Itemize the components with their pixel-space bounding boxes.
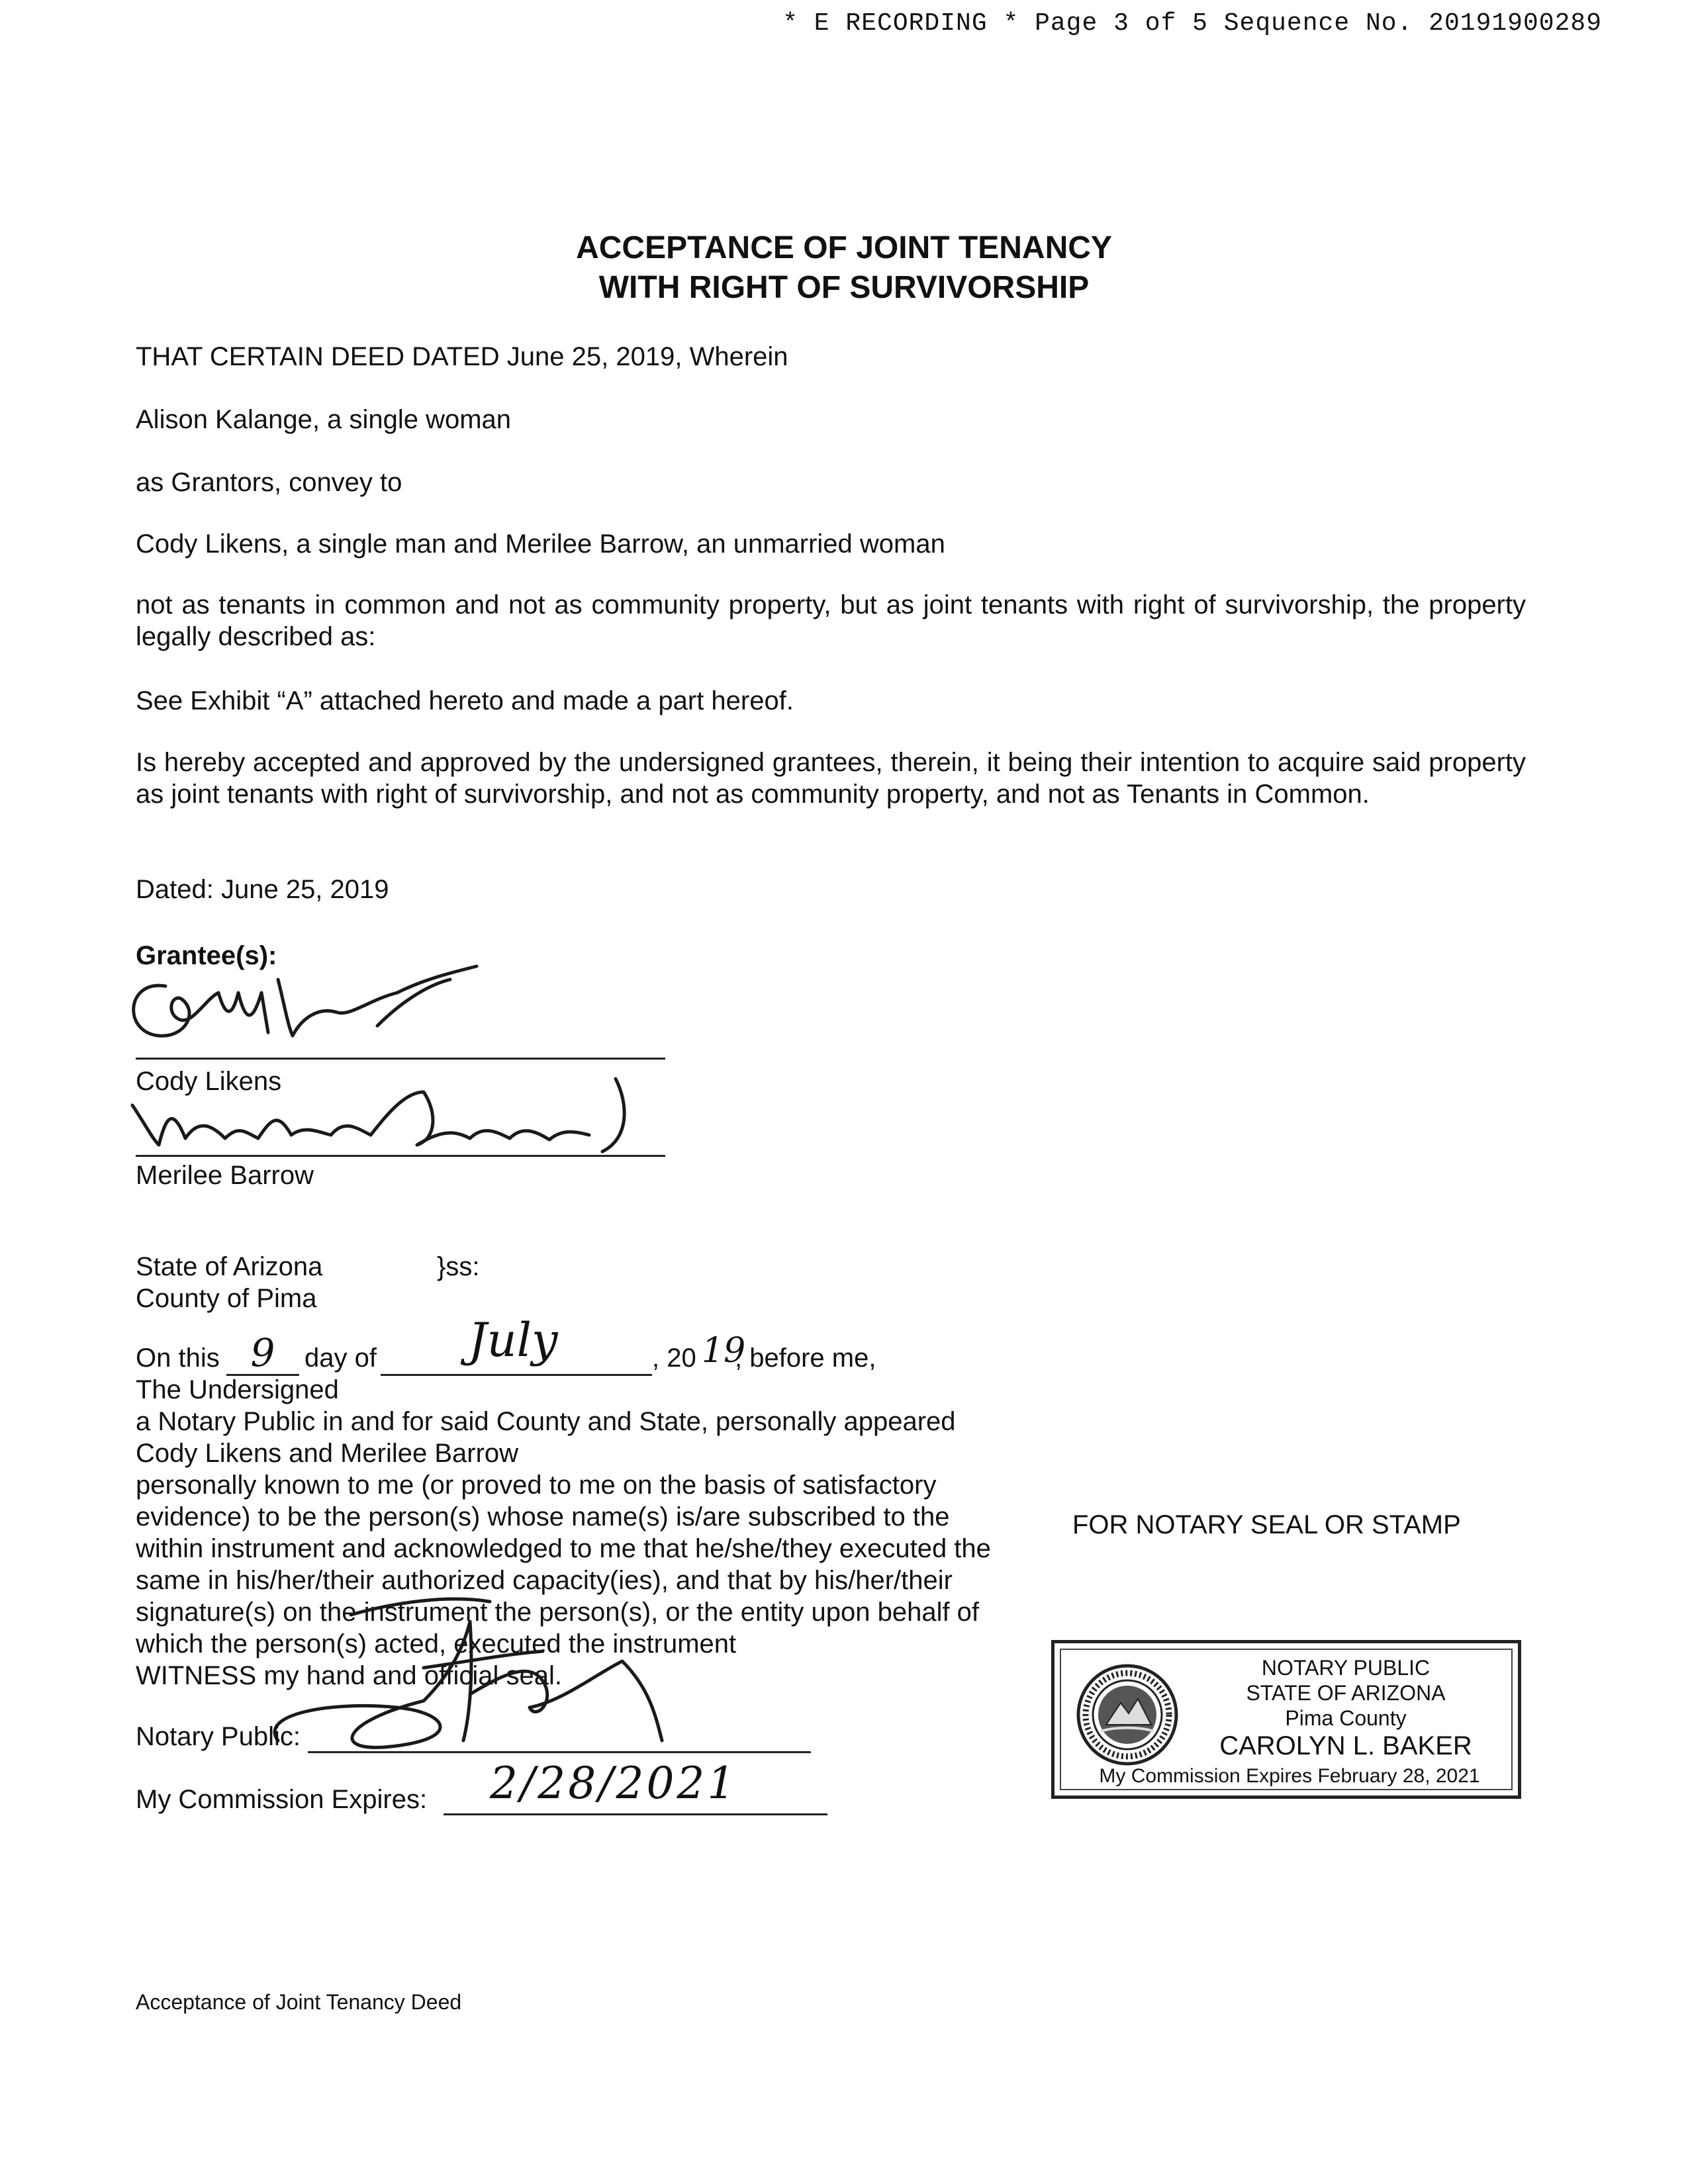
acknowledgment-line: evidence) to be the person(s) whose name(s) is/are subscribed to the bbox=[136, 1502, 950, 1531]
stamp-state: STATE OF ARIZONA bbox=[1246, 1681, 1446, 1705]
recording-header: * E RECORDING * Page 3 of 5 Sequence No. 20191900289 bbox=[782, 9, 1602, 38]
year-value: 19 bbox=[702, 1331, 746, 1371]
acknowledgment-line: same in his/her/their authorized capacity(ies), and that by his/her/their bbox=[136, 1566, 953, 1595]
arizona-state-seal-icon bbox=[1074, 1662, 1180, 1768]
before-me-label: , before me, bbox=[735, 1343, 876, 1373]
merilee-barrow-signature bbox=[126, 1066, 655, 1165]
year-prefix: , 20 bbox=[652, 1343, 696, 1373]
notary-stamp bbox=[1051, 1640, 1521, 1799]
commission-expires-line bbox=[444, 1813, 827, 1815]
exhibit-line: See Exhibit “A” attached hereto and made a part hereof. bbox=[136, 686, 794, 715]
grantees-line: Cody Likens, a single man and Merilee Barrow, an unmarried woman bbox=[136, 529, 945, 559]
cody-likens-signature bbox=[119, 953, 516, 1046]
commission-label: My Commission Expires: bbox=[136, 1785, 428, 1814]
notary-signature-line bbox=[308, 1751, 811, 1753]
acknowledgment-line: Cody Likens and Merilee Barrow bbox=[136, 1439, 519, 1468]
acceptance-paragraph: Is hereby accepted and approved by the undersigned grantees, therein, it being their intention to acquire said property as joint tenants with right of survivorship, and not as community property, and not as Tenants in Common. bbox=[136, 748, 1526, 809]
document-title-line2: WITH RIGHT OF SURVIVORSHIP bbox=[598, 270, 1090, 305]
venue-ss: }ss: bbox=[437, 1252, 480, 1281]
stamp-commission-expires: My Commission Expires February 28, 2021 bbox=[1099, 1765, 1480, 1787]
commission-value: 2/28/2021 bbox=[490, 1758, 738, 1809]
grantees-label: Grantee(s): bbox=[136, 941, 277, 970]
acknowledgment-line: within instrument and acknowledged to me that he/she/they executed the bbox=[136, 1534, 991, 1563]
seal-label: FOR NOTARY SEAL OR STAMP bbox=[1072, 1510, 1461, 1539]
month-value: July bbox=[468, 1313, 558, 1367]
acknowledgment-line: personally known to me (or proved to me on the basis of satisfactory bbox=[136, 1471, 937, 1500]
acknowledgment-line: which the person(s) acted, executed the instrument bbox=[136, 1629, 737, 1659]
stamp-title: NOTARY PUBLIC bbox=[1261, 1656, 1430, 1680]
day-value: 9 bbox=[250, 1330, 275, 1375]
tenancy-clause: not as tenants in common and not as community property, but as joint tenants with right of survivorship, the property legally described as: bbox=[136, 590, 1526, 651]
stamp-notary-name: CAROLYN L. BAKER bbox=[1219, 1731, 1472, 1760]
grantor-line: Alison Kalange, a single woman bbox=[136, 405, 512, 434]
as-grantors-line: as Grantors, convey to bbox=[136, 468, 402, 497]
notary-signature bbox=[252, 1542, 715, 1767]
grantee2-signature-line bbox=[136, 1155, 665, 1157]
venue-county: County of Pima bbox=[136, 1284, 317, 1313]
grantee1-name: Cody Likens bbox=[136, 1067, 282, 1096]
stamp-county: Pima County bbox=[1285, 1706, 1407, 1730]
venue-state: State of Arizona bbox=[136, 1252, 323, 1281]
grantee1-signature-line bbox=[136, 1058, 665, 1060]
grantee2-name: Merilee Barrow bbox=[136, 1161, 314, 1190]
footer-text: Acceptance of Joint Tenancy Deed bbox=[136, 1990, 462, 2014]
dated-line: Dated: June 25, 2019 bbox=[136, 875, 389, 904]
day-of-label: day of bbox=[305, 1343, 377, 1373]
deed-line: THAT CERTAIN DEED DATED June 25, 2019, Wherein bbox=[136, 342, 788, 371]
witness-line: WITNESS my hand and official seal. bbox=[136, 1661, 562, 1690]
month-blank-line bbox=[381, 1374, 652, 1376]
acknowledgment-line: a Notary Public in and for said County and State, personally appeared bbox=[136, 1407, 956, 1436]
on-this-label: On this bbox=[136, 1343, 220, 1373]
notary-public-label: Notary Public: bbox=[136, 1722, 301, 1751]
document-title-line1: ACCEPTANCE OF JOINT TENANCY bbox=[576, 230, 1112, 265]
undersigned-line: The Undersigned bbox=[136, 1375, 339, 1404]
acknowledgment-line: signature(s) on the instrument the person(s), or the entity upon behalf of bbox=[136, 1598, 980, 1627]
